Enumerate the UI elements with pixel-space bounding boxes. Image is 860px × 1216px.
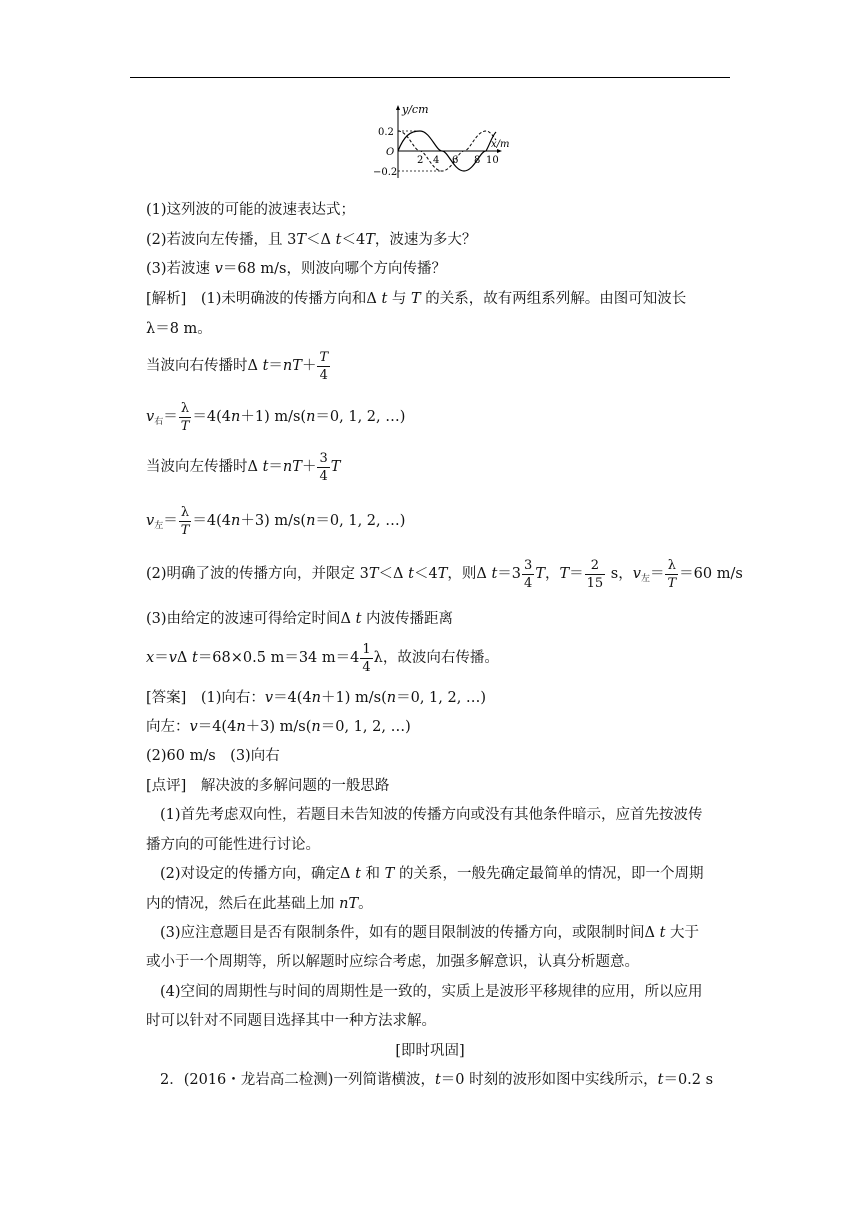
tip-2-line-1: (2)对设定的传播方向，确定Δ t 和 T 的关系，一般先确定最简单的情况，即一个周期 xyxy=(160,866,704,882)
header-rule xyxy=(130,77,730,78)
question-3: (3)若波速 v＝68 m/s，则波向哪个方向传播？ xyxy=(146,261,446,277)
y-label: y/cm xyxy=(402,103,429,116)
fraction: $\frac{1}{4}$ xyxy=(362,641,371,675)
part-3-solution: (3)由给定的波速可得给定时间Δ t 内波传播距离 xyxy=(146,611,454,627)
answer-line-1: [答案] (1)向右：v＝4(4n＋1) m/s(n＝0, 1, 2, …) xyxy=(146,690,487,706)
part-2-solution: (2)明确了波的传播方向，并限定 3T＜Δ t＜4T，则Δ t＝3 $\frac{3}{4}$ T，T＝ $\frac{2}{15}$ s，$v_左=$ $\frac{\lambda}{T}$ ＝60 m/s xyxy=(146,557,743,591)
consolidation-heading: [即时巩固] xyxy=(395,1043,465,1059)
question-1: (1)这列波的可能的波速表达式； xyxy=(146,202,356,218)
tip-2-line-2: 内的情况，然后在此基础上加 nT。 xyxy=(146,896,373,912)
question-2: (2)若波向左传播，且 3T＜Δ t＜4T，波速为多大？ xyxy=(146,232,477,248)
tip-4-line-2: 时可以针对不同题目选择其中一种方法求解。 xyxy=(146,1013,436,1029)
y-tick-neg: −0.2 xyxy=(373,167,398,178)
fraction: $\frac{\lambda}{T}$ xyxy=(667,557,677,591)
tip-4-line-1: (4)空间的周期性与时间的周期性是一致的，实质上是波形平移规律的应用，所以应用 xyxy=(160,984,703,1000)
left-dt-formula: 当波向左传播时Δ t＝nT＋ $\frac{3}{4}$ T xyxy=(146,450,341,484)
x-tick-4: 4 xyxy=(433,155,440,166)
answer-line-3: (2)60 m/s (3)向右 xyxy=(146,748,280,764)
fraction: $\frac{3}{4}$ xyxy=(319,450,328,484)
x-tick-6: 6 xyxy=(452,155,459,166)
distance-formula: x＝vΔ t＝68×0.5 m＝34 m＝4 $\frac{1}{4}$ λ，故波向右传播。 xyxy=(146,641,499,675)
tip-1-line-1: (1)首先考虑双向性，若题目未告知波的传播方向或没有其他条件暗示，应首先按波传 xyxy=(160,807,703,823)
x-tick-10: 10 xyxy=(486,155,499,166)
comment-heading: [点评] 解决波的多解问题的一般思路 xyxy=(146,778,390,794)
y-arrow xyxy=(396,105,400,110)
x-label: x/m xyxy=(491,139,510,150)
fraction: $\frac{\lambda}{T}$ xyxy=(180,504,190,538)
right-velocity-formula: $v_右=$ $\frac{\lambda}{T}$ ＝4(4n＋1) m/s(n＝0, 1, 2, …) xyxy=(146,400,406,434)
next-question-line: 2．(2016・龙岩高二检测)一列简谐横波，t＝0 时刻的波形如图中实线所示，t＝0.2 s xyxy=(160,1072,714,1088)
fraction: $\frac{\lambda}{T}$ xyxy=(180,400,190,434)
right-dt-formula: 当波向右传播时Δ t＝nT＋ $\frac{T}{4}$ xyxy=(146,349,329,383)
analysis-line-1: [解析] (1)未明确波的传播方向和Δ t 与 T 的关系，故有两组系列解。由图可知波长 xyxy=(146,291,687,307)
tip-3-line-2: 或小于一个周期等，所以解题时应综合考虑，加强多解意识，认真分析题意。 xyxy=(146,954,639,970)
fraction: $\frac{2}{15}$ xyxy=(586,557,604,591)
analysis-line-2: λ＝8 m。 xyxy=(146,321,212,337)
wave-graph xyxy=(372,100,512,184)
y-tick-pos: 0.2 xyxy=(378,127,394,138)
fraction: $\frac{3}{4}$ xyxy=(524,557,533,591)
tip-1-line-2: 播方向的可能性进行讨论。 xyxy=(146,837,320,853)
origin-label: O xyxy=(386,147,395,158)
left-velocity-formula: $v_左=$ $\frac{\lambda}{T}$ ＝4(4n＋3) m/s(n＝0, 1, 2, …) xyxy=(146,504,406,538)
fraction: $\frac{T}{4}$ xyxy=(319,349,329,383)
x-tick-8: 8 xyxy=(474,155,481,166)
x-tick-2: 2 xyxy=(417,155,424,166)
tip-3-line-1: (3)应注意题目是否有限制条件，如有的题目限制波的传播方向，或限制时间Δ t 大于 xyxy=(160,925,700,941)
answer-line-2: 向左：v＝4(4n＋3) m/s(n＝0, 1, 2, …) xyxy=(146,719,411,735)
